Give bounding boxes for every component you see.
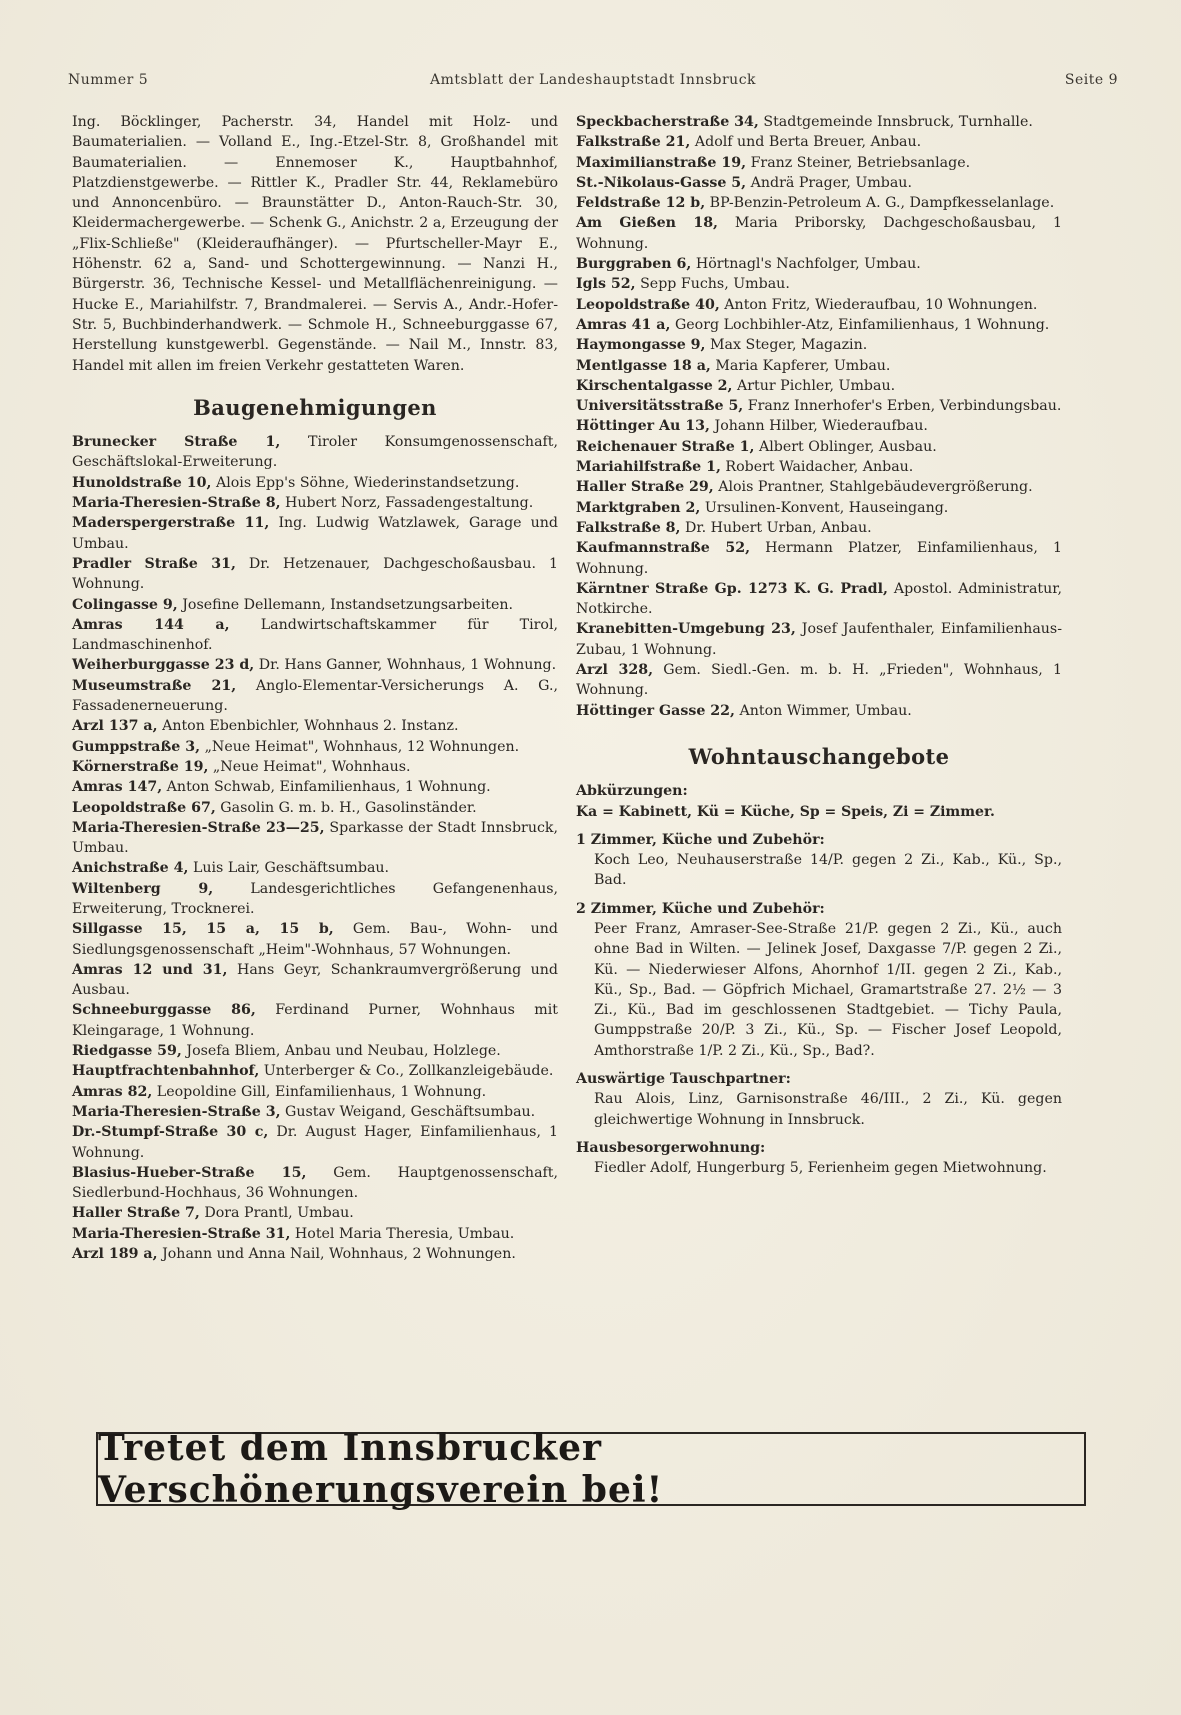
permit-entry [576,295,1062,315]
permit-address: Haller Straße 29, [576,479,714,496]
permit-address: Arzl 189 a, [72,1246,158,1263]
permit-details: Hörtnagl's Nachfolger, Umbau. [691,256,921,273]
exchange-group-heading: Auswärtige Tauschpartner: [576,1071,791,1088]
permit-entry [72,1122,558,1163]
permit-address: Sillgasse 15, 15 a, 15 b, [72,921,334,938]
permit-entry [576,477,1062,497]
permit-address: Körnerstraße 19, [72,758,209,775]
permit-entry [576,274,1062,294]
permit-address: Weiherburggasse 23 d, [72,657,255,674]
permit-address: Arzl 328, [576,662,654,679]
permit-address: Speckbacherstraße 34, [576,114,759,130]
permit-entry [72,1082,558,1102]
permit-entry [72,676,558,717]
permit-entry [576,701,1062,721]
permit-details: Josef Jaufenthaler, Einfamilienhaus-Zubau, 1 Wohnung. [576,621,1062,658]
abbreviations-label: Abkürzungen: [576,783,688,800]
permit-entry [576,437,1062,457]
building-permits-list [72,432,558,1264]
publication-title: Amtsblatt der Landeshauptstadt Innsbruck [429,72,757,88]
permit-address: St.-Nikolaus-Gasse 5, [576,174,747,191]
permit-entry [72,1000,558,1041]
permit-entry [72,1244,558,1264]
permit-address: Leopoldstraße 67, [72,799,216,816]
permit-entry [576,579,1062,620]
permit-address: Mariahilfstraße 1, [576,459,721,476]
permit-entry [576,173,1062,193]
permit-details: Apostol. Administratur, Notkirche. [576,580,1062,618]
permit-entry [576,518,1062,538]
permit-entry [576,619,1062,660]
exchange-offers-list [576,830,1062,1179]
exchange-offer-text: Peer Franz, Amraser-See-Straße 21/P. gegen 2 Zi., Kü., auch ohne Bad in Wilten. — Jelinek Josef, Daxgasse 7/P. gegen 2 Zi., Kü. — Niederwieser Alfons, Ahornhof 1/II. gegen 2 Zi., Kab., Kü., Sp., Bad. — Göpfrich Michael, Gramartstraße 27. 2½ — 3 Zi., Kü., Bad im geschlossenen Stadtgebiet. — Tichy Paula, Gumppstraße 20/P. 3 Zi., Kü., Sp. — Fischer Josef Leopold, Amthorstraße 1/P. 2 Zi., Kü., Sp., Bad?. [594,920,1062,1059]
permit-details: Anton Ebenbichler, Wohnhaus 2. Instanz. [157,718,459,735]
permit-details: Adolf und Berta Breuer, Anbau. [690,134,922,151]
permit-address: Maria-Theresien-Straße 8, [72,495,281,512]
permit-entry [576,213,1062,254]
issue-number: Nummer 5 [68,72,149,88]
permit-details: Anton Wimmer, Umbau. [734,702,912,719]
permit-entry [576,396,1062,416]
permit-entry [72,1224,558,1244]
permit-details: Hotel Maria Theresia, Umbau. [290,1225,515,1242]
permit-address: Falkstraße 21, [576,134,691,151]
permit-details: Maria Priborsky, Dachgeschoßausbau, 1 Wohnung. [576,215,1062,252]
permit-details: Leopoldine Gill, Einfamilienhaus, 1 Wohnung. [152,1083,487,1100]
permit-address: Falkstraße 8, [576,519,681,536]
permit-address: Maderspergerstraße 11, [72,515,270,532]
permit-details: Robert Waidacher, Anbau. [720,459,914,476]
permit-address: Amras 147, [72,779,163,796]
permit-details: Dr. Hubert Urban, Anbau. [680,519,872,536]
permit-entry [72,493,558,513]
permit-details: Albert Oblinger, Ausbau. [754,438,937,455]
permit-entry [72,473,558,493]
permit-address: Arzl 137 a, [72,718,158,735]
permit-details: Hermann Platzer, Einfamilienhaus, 1 Wohnung. [576,540,1062,577]
section-title-wohntausch: Wohntauschangebote [688,743,950,769]
permit-address: Maria-Theresien-Straße 31, [72,1225,291,1242]
permit-details: Andrä Prager, Umbau. [746,174,912,191]
permit-entry [576,132,1062,152]
permit-details: Anton Fritz, Wiederaufbau, 10 Wohnungen. [719,296,1038,313]
permit-entry [576,457,1062,477]
permit-details: Hans Geyr, Schankraumvergrößerung und Ausbau. [72,961,559,999]
permit-entry [576,376,1062,396]
permit-details: „Neue Heimat", Wohnhaus. [208,758,411,775]
building-permits-list-continued [576,112,1062,721]
exchange-offer-text: Koch Leo, Neuhauserstraße 14/P. gegen 2 Zi., Kab., Kü., Sp., Bad. [594,852,1062,889]
left-column [72,112,558,1264]
permit-address: Anichstraße 4, [72,860,189,877]
permit-address: Kirschentalgasse 2, [576,377,733,394]
permit-address: Kranebitten-Umgebung 23, [576,621,796,638]
permit-address: Pradler Straße 31, [72,555,236,572]
permit-address: Maria-Theresien-Straße 23—25, [72,819,325,836]
permit-address: Amras 12 und 31, [72,961,228,978]
exchange-offer-text: Rau Alois, Linz, Garnisonstraße 46/III., 2 Zi., Kü. gegen gleichwertige Wohnung in Innsbruck. [594,1091,1062,1128]
exchange-group-heading: 1 Zimmer, Küche und Zubehör: [576,831,825,848]
permit-details: Maria Kapferer, Umbau. [710,357,891,374]
permit-address: Dr.-Stumpf-Straße 30 c, [72,1124,269,1141]
permit-entry [72,1041,558,1061]
permit-entry [72,737,558,757]
permit-entry [72,777,558,797]
permit-address: Amras 144 a, [72,616,230,633]
permit-details: Josefa Bliem, Anbau und Neubau, Holzlege. [181,1043,501,1060]
permit-address: Brunecker Straße 1, [72,434,281,451]
permit-entry [576,112,1062,132]
permit-details: Hubert Norz, Fassadengestaltung. [280,495,534,512]
permit-address: Kärntner Straße Gp. 1273 K. G. Pradl, [576,580,888,597]
permit-details: Johann und Anna Nail, Wohnhaus, 2 Wohnungen. [157,1246,516,1263]
permit-address: Leopoldstraße 40, [576,296,720,313]
permit-details: Gasolin G. m. b. H., Gasolinständer. [215,799,477,816]
permit-details: Tiroler Konsumgenossenschaft, Geschäftslokal-Erweiterung. [72,434,558,471]
permit-entry [72,818,558,859]
permit-entry [72,1203,558,1223]
permit-address: Gumppstraße 3, [72,738,201,755]
permit-entry [576,660,1062,701]
permit-entry [72,879,558,920]
permit-address: Haller Straße 7, [72,1205,200,1222]
permit-address: Hauptfrachtenbahnhof, [72,1063,260,1080]
permit-details: Ing. Ludwig Watzlawek, Garage und Umbau. [72,515,558,552]
exchange-group-heading: 2 Zimmer, Küche und Zubehör: [576,900,825,917]
permit-address: Maria-Theresien-Straße 3, [72,1103,281,1120]
permit-entry [72,615,558,656]
page-header [68,72,1118,96]
permit-details: Dr. August Hager, Einfamilienhaus, 1 Wohnung. [72,1124,558,1161]
permit-address: Amras 82, [72,1083,153,1100]
permit-address: Colingasse 9, [72,596,178,613]
permit-address: Feldstraße 12 b, [576,195,706,212]
permit-details: Sepp Fuchs, Umbau. [635,276,790,293]
permit-details: Landwirtschaftskammer für Tirol, Landmaschinenhof. [72,616,559,654]
permit-address: Maximilianstraße 19, [576,154,747,171]
permit-details: Franz Innerhofer's Erben, Verbindungsbau. [743,398,1062,415]
permit-address: Burggraben 6, [576,256,692,273]
permit-details: Ursulinen-Konvent, Hauseingang. [700,499,949,516]
permit-address: Höttinger Gasse 22, [576,702,735,719]
permit-entry [72,1163,558,1204]
permit-address: Museumstraße 21, [72,677,237,694]
section-title-baugenehmigungen: Baugenehmigungen [193,394,437,420]
permit-entry [576,416,1062,436]
permit-details: Gustav Weigand, Geschäftsumbau. [280,1103,536,1120]
permit-entry [72,716,558,736]
permit-details: „Neue Heimat", Wohnhaus, 12 Wohnungen. [200,738,520,755]
permit-details: Dora Prantl, Umbau. [199,1205,354,1222]
permit-address: Igls 52, [576,276,636,293]
exchange-group-heading: Hausbesorgerwohnung: [576,1139,766,1156]
permit-details: Artur Pichler, Umbau. [732,377,896,394]
permit-entry [72,798,558,818]
permit-details: Georg Lochbihler-Atz, Einfamilienhaus, 1 Wohnung. [670,316,1050,333]
permit-details: Anglo-Elementar-Versicherungs A. G., Fassadenerneuerung. [72,677,559,715]
permit-details: Stadtgemeinde Innsbruck, Turnhalle. [758,114,1033,130]
permit-entry [72,595,558,615]
permit-entry [72,1102,558,1122]
page-number: Seite 9 [1064,72,1118,88]
permit-entry [576,356,1062,376]
permit-address: Hunoldstraße 10, [72,474,212,491]
permit-entry [72,919,558,960]
permit-address: Wiltenberg 9, [72,880,214,897]
permit-entry [576,538,1062,579]
permit-details: Josefine Dellemann, Instandsetzungsarbeiten. [177,596,513,613]
permit-address: Kaufmannstraße 52, [576,540,751,557]
permit-details: Dr. Hetzenauer, Dachgeschoßausbau. 1 Wohnung. [72,555,559,593]
permit-address: Haymongasse 9, [576,337,706,354]
association-banner: Tretet dem Innsbrucker Verschönerungsverein bei! [96,1432,1086,1506]
permit-details: Ferdinand Purner, Wohnhaus mit Kleingarage, 1 Wohnung. [72,1002,558,1039]
permit-details: Sparkasse der Stadt Innsbruck, Umbau. [72,819,559,857]
exchange-offer-text: Fiedler Adolf, Hungerburg 5, Ferienheim gegen Mietwohnung. [594,1160,1047,1177]
permit-details: Luis Lair, Geschäftsumbau. [188,860,390,877]
permit-address: Marktgraben 2, [576,499,701,516]
permit-details: Unterberger & Co., Zollkanzleigebäude. [259,1063,554,1080]
permit-entry [72,1061,558,1081]
permit-address: Amras 41 a, [576,316,671,333]
permit-entry [576,254,1062,274]
permit-address: Reichenauer Straße 1, [576,438,755,455]
permit-address: Riedgasse 59, [72,1043,182,1060]
permit-details: Landesgerichtliches Gefangenenhaus, Erweiterung, Trocknerei. [72,880,559,917]
permit-details: Johann Hilber, Wiederaufbau. [710,418,928,435]
permit-details: Alois Epp's Söhne, Wiederinstandsetzung. [211,474,520,491]
permit-details: Anton Schwab, Einfamilienhaus, 1 Wohnung. [162,779,491,796]
permit-entry [72,757,558,777]
permit-details: Gem. Bau-, Wohn- und Siedlungsgenossenschaft „Heim"-Wohnhaus, 57 Wohnungen. [72,921,558,958]
permit-address: Am Gießen 18, [576,215,718,232]
permit-address: Universitätsstraße 5, [576,398,744,415]
permit-entry [576,153,1062,173]
right-column [576,112,1062,1179]
permit-entry [72,858,558,878]
abbreviations-line: Ka = Kabinett, Kü = Küche, Sp = Speis, Zi = Zimmer. [576,803,995,820]
permit-address: Höttinger Au 13, [576,418,710,435]
permit-entry [576,193,1062,213]
permit-address: Schneeburggasse 86, [72,1002,256,1019]
permit-details: BP-Benzin-Petroleum A. G., Dampfkesselanlage. [705,195,1055,212]
permit-details: Max Steger, Magazin. [705,337,868,354]
permit-address: Mentlgasse 18 a, [576,357,711,374]
permit-entry [72,655,558,675]
permit-entry [72,432,558,473]
intro-paragraph: Ing. Böcklinger, Pacherstr. 34, Handel mit Holz- und Baumaterialien. — Volland E., Ing.-Etzel-Str. 8, Großhandel mit Baumaterialien. — Ennemoser K., Hauptbahnhof, Platzdienstgewerbe. — Rittler K., Pradler Str. 44, Reklamebüro und Annoncenbüro. — Braunstätter D., Anton-Rauch-Str. 30, Kleidermachergewerbe. — Schenk G., Anichstr. 2 a, Erzeugung der „Flix-Schließe" (Kleideraufhänger). — Pfurtscheller-Mayr E., Höhenstr. 62 a, Sand- und Schottergewinnung. — Nanzi H., Bürgerstr. 36, Technische Kessel- und Metallflächenreinigung. — Hucke E., Mariahilfstr. 7, Brandmalerei. — Servis A., Andr.-Hofer-Str. 5, Buchbinderhandwerk. — Schmole H., Schneeburggasse 67, Herstellung kunstgewerbl. Gegenstände. — Nail M., Innstr. 83, Handel mit allen im freien Verkehr gestatteten Waren. [72,114,558,374]
permit-details: Alois Prantner, Stahlgebäudevergrößerung. [713,479,1033,496]
permit-address: Blasius-Hueber-Straße 15, [72,1164,307,1181]
permit-details: Gem. Hauptgenossenschaft, Siedlerbund-Hochhaus, 36 Wohnungen. [72,1164,558,1202]
permit-details: Franz Steiner, Betriebsanlage. [746,154,971,171]
permit-entry [72,513,558,554]
permit-details: Dr. Hans Ganner, Wohnhaus, 1 Wohnung. [254,657,557,674]
permit-details: Gem. Siedl.-Gen. m. b. H. „Frieden", Wohnhaus, 1 Wohnung. [576,662,1062,699]
permit-entry [72,960,558,1001]
permit-entry [576,335,1062,355]
permit-entry [576,315,1062,335]
permit-entry [72,554,558,595]
permit-entry [576,498,1062,518]
